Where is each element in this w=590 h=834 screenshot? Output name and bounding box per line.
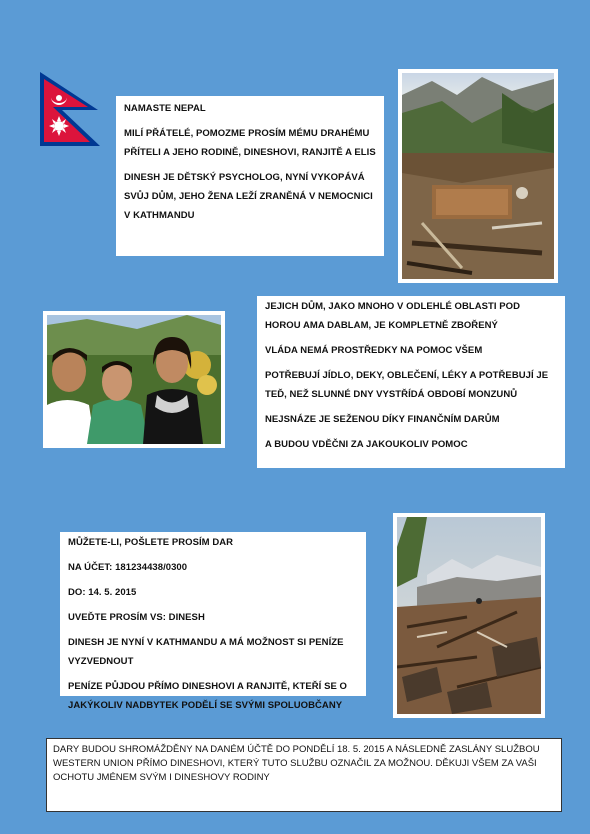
situation-line-4: NEJSNÁZE JE SEŽENOU DÍKY FINANČNÍM DARŮM — [265, 414, 500, 425]
destroyed-house-photo — [398, 69, 558, 283]
nepal-flag-icon — [38, 70, 102, 148]
rubble-photo — [393, 513, 545, 718]
intro-line-1: NAMASTE NEPAL — [124, 103, 206, 114]
account-number: NA ÚČET: 181234438/0300 — [68, 562, 188, 573]
donation-text-box — [60, 532, 366, 711]
intro-text-box — [116, 96, 384, 256]
intro-line-2: MILÍ PŘÁTELÉ, POMOZME PROSÍM MÉMU DRAHÉMU PŘÍTELI A JEHO RODINĚ, DINESHOVI, RANJITĚ A ELIS — [124, 128, 376, 158]
situation-line-5: A BUDOU VDĚČNI ZA JAKOUKOLIV POMOC — [265, 439, 468, 450]
family-photo — [43, 311, 225, 448]
situation-text-box — [257, 296, 565, 468]
donation-line-1: MŮŽETE-LI, POŠLETE PROSÍM DAR — [68, 537, 234, 548]
donation-line-5: DINESH JE NYNÍ V KATHMANDU A MÁ MOŽNOST SI PENÍZE VYZVEDNOUT — [68, 637, 344, 667]
situation-line-2: VLÁDA NEMÁ PROSTŘEDKY NA POMOC VŠEM — [265, 345, 483, 356]
footer-text-box — [46, 738, 562, 812]
situation-line-3: POTŘEBUJÍ JÍDLO, DEKY, OBLEČENÍ, LÉKY A POTŘEBUJÍ JE TEĎ, NEŽ SLUNNÉ DNY VYSTŘÍDÁ OBDOBÍ MONZUNŮ — [265, 370, 549, 400]
donation-line-6: PENÍZE PŮJDOU PŘÍMO DINESHOVI A RANJITĚ, KTEŘÍ SE O JAKÝKOLIV NADBYTEK PODĚLÍ SE SVÝMI SPOLUOBČANY — [68, 681, 347, 711]
footer-text: DARY BUDOU SHROMÁŽDĚNY NA DANÉM ÚČTĚ DO PONDĚLÍ 18. 5. 2015 A NÁSLEDNĚ ZASLÁNY SLUŽBOU WESTERN UNION PŘÍMO DINESHOVI, KTERÝ TUTO SLUŽBU OZNAČIL ZA MOŽNOU. DĚKUJI VŠEM ZA VAŠI OCHOTU JMÉNEM SVÝM I DINESHOVY RODINY — [53, 744, 540, 783]
deadline-date: DO: 14. 5. 2015 — [68, 587, 137, 598]
variable-symbol: UVEĎTE PROSÍM VS: DINESH — [68, 612, 205, 623]
situation-line-1: JEJICH DŮM, JAKO MNOHO V ODLEHLÉ OBLASTI POD HOROU AMA DABLAM, JE KOMPLETNĚ ZBOŘENÝ — [265, 301, 521, 331]
intro-line-3: DINESH JE DĚTSKÝ PSYCHOLOG, NYNÍ VYKOPÁVÁ SVŮJ DŮM, JEHO ŽENA LEŽÍ ZRANĚNÁ V NEMOCNICI V KATHMANDU — [124, 172, 373, 221]
